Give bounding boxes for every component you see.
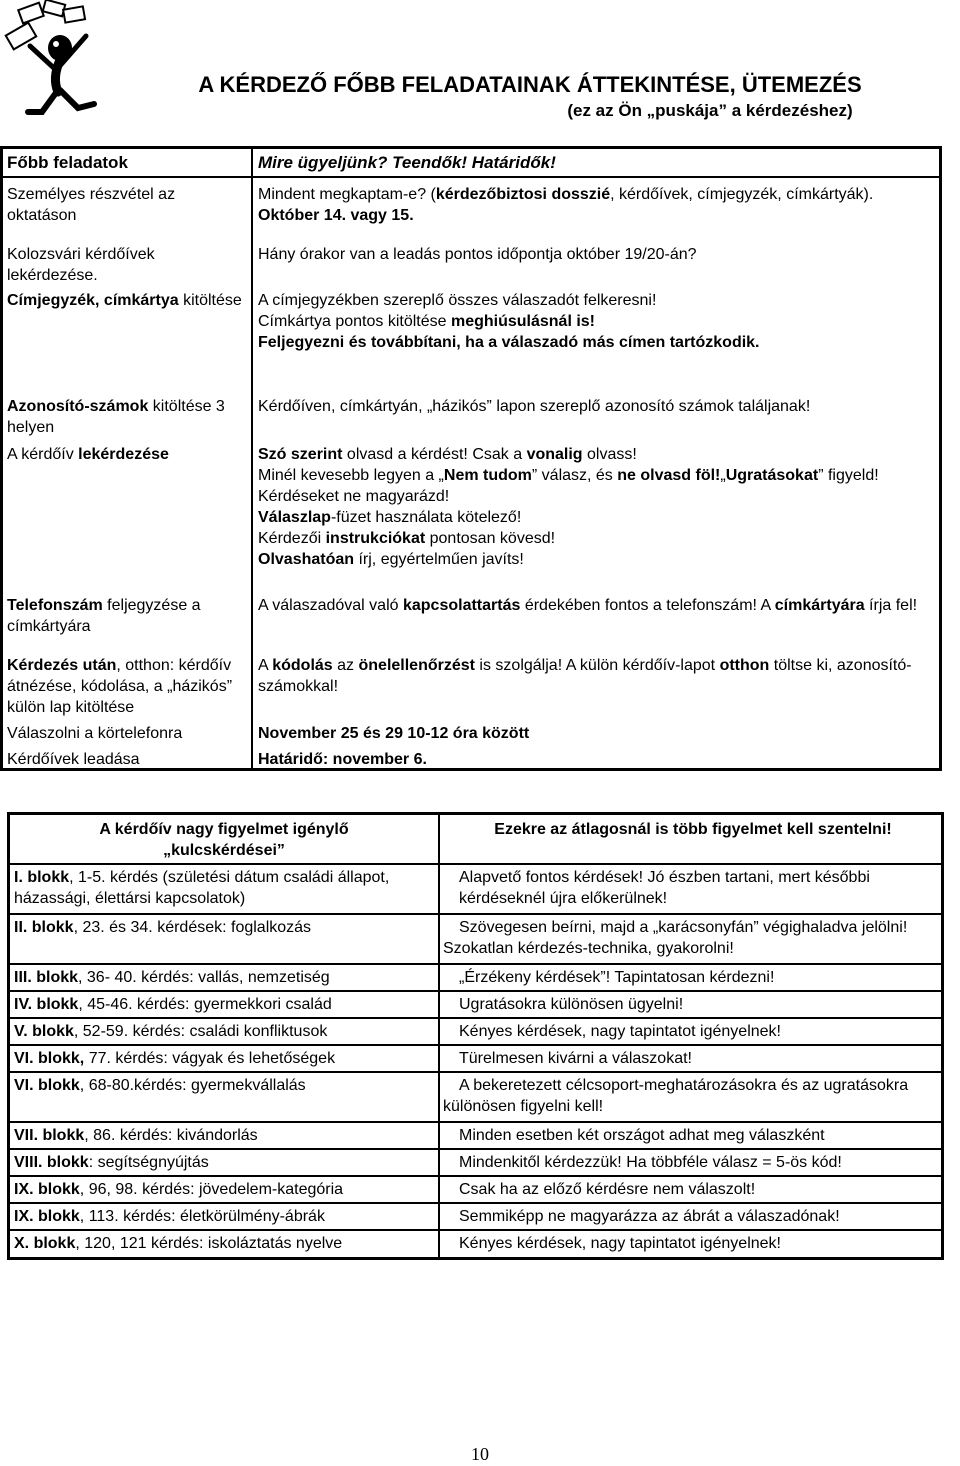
block-cell: VIII. blokk: segítségnyújtás — [14, 1154, 209, 1171]
task-cell: Válaszolni a körtelefonra — [7, 725, 183, 742]
attention-cell: Mindenkitől kérdezzük! Ha többféle válasz = 5-ös kód! — [459, 1154, 842, 1171]
block-cell: VI. blokk, 68-80.kérdés: gyermekvállalás — [14, 1077, 306, 1094]
page-subtitle: (ez az Ön „puskája” a kérdezéshez) — [567, 101, 853, 120]
block-cell: IV. blokk, 45-46. kérdés: gyermekkori család — [14, 996, 332, 1013]
col-header-attention: Ezekre az átlagosnál is több figyelmet kell szentelni! — [494, 821, 892, 838]
col-header-tasks: Főbb feladatok — [7, 153, 128, 172]
attention-cell: Türelmesen kivárni a válaszokat! — [459, 1050, 692, 1067]
attention-cell: Kényes kérdések, nagy tapintatot igényelnek! — [459, 1235, 781, 1252]
note-cell: Határidő: november 6. — [258, 751, 427, 768]
block-cell: I. blokk, 1-5. kérdés (születési dátum családi állapot, házassági, élettársi kapcsolatok) — [14, 869, 390, 907]
task-cell: Személyes részvétel az oktatáson — [7, 186, 176, 224]
key-questions-table — [7, 812, 944, 1260]
attention-cell: Szövegesen beírni, majd a „karácsonyfán” végighaladva jelölni! Szokatlan kérdezés-technika, gyakorolni! — [443, 919, 908, 957]
attention-cell: Semmiképp ne magyarázza az ábrát a válaszadónak! — [459, 1208, 840, 1225]
block-cell: X. blokk, 120, 121 kérdés: iskoláztatás nyelve — [14, 1235, 343, 1252]
attention-cell: Csak ha az előző kérdésre nem válaszolt! — [459, 1181, 756, 1198]
task-cell: A kérdőív lekérdezése — [7, 446, 169, 463]
note-cell: A kódolás az önelellenőrzést is szolgálja! A külön kérdőív-lapot otthon töltse ki, azonosító-számokkal! — [258, 657, 912, 695]
block-cell: II. blokk, 23. és 34. kérdések: foglalkozás — [14, 919, 312, 936]
task-cell: Címjegyzék, címkártya kitöltése — [7, 292, 242, 309]
col-header-key-questions: A kérdőív nagy figyelmet igénylő „kulcskérdései” — [99, 821, 349, 859]
note-cell: November 25 és 29 10-12 óra között — [258, 725, 530, 742]
block-cell: III. blokk, 36- 40. kérdés: vallás, nemzetiség — [14, 969, 330, 986]
attention-cell: „Érzékeny kérdések”! Tapintatosan kérdezni! — [459, 969, 775, 986]
task-cell: Kérdőívek leadása — [7, 751, 140, 768]
note-cell: Mindent megkaptam-e? (kérdezőbiztosi dosszié, kérdőívek, címjegyzék, címkártyák). Október 14. vagy 15. — [258, 186, 874, 224]
block-cell: V. blokk, 52-59. kérdés: családi konfliktusok — [14, 1023, 328, 1040]
tasks-table — [0, 146, 942, 771]
attention-cell: Minden esetben két országot adhat meg válaszként — [459, 1127, 825, 1144]
attention-cell: Ugratásokra különösen ügyelni! — [459, 996, 684, 1013]
block-cell: VI. blokk, 77. kérdés: vágyak és lehetőségek — [14, 1050, 336, 1067]
note-cell: Kérdőíven, címkártyán, „házikós” lapon szereplő azonosító számok találjanak! — [258, 398, 811, 415]
page-title: A KÉRDEZŐ FŐBB FELADATAINAK ÁTTEKINTÉSE, ÜTEMEZÉS — [198, 72, 862, 97]
block-cell: IX. blokk, 96, 98. kérdés: jövedelem-kategória — [14, 1181, 344, 1198]
mascot-logo-icon — [2, 0, 120, 118]
task-cell: Telefonszám feljegyzése a címkártyára — [7, 597, 201, 635]
note-cell: A címjegyzékben szereplő összes válaszadót felkeresni! Címkártya pontos kitöltése meghiúsulásnál is! Feljegyezni és továbbítani, ha a válaszadó más címen tartózkodik. — [258, 292, 760, 351]
note-cell: A válaszadóval való kapcsolattartás érdekében fontos a telefonszám! A címkártyára írja fel! — [258, 597, 918, 614]
block-cell: IX. blokk, 113. kérdés: életkörülmény-ábrák — [14, 1208, 325, 1225]
attention-cell: Kényes kérdések, nagy tapintatot igényelnek! — [459, 1023, 781, 1040]
page-number: 10 — [471, 1444, 489, 1464]
block-cell: VII. blokk, 86. kérdés: kivándorlás — [14, 1127, 258, 1144]
task-cell: Kérdezés után, otthon: kérdőív átnézése, kódolása, a „házikós” külön lap kitöltése — [7, 657, 233, 716]
attention-cell: A bekeretezett célcsoport-meghatározásokra és az ugratásokra különösen figyelni kell! — [443, 1077, 909, 1115]
task-cell: Kolozsvári kérdőívek lekérdezése. — [7, 246, 155, 284]
task-cell: Azonosító-számok kitöltése 3 helyen — [7, 398, 225, 436]
note-cell: Hány órakor van a leadás pontos időpontja október 19/20-án? — [258, 246, 697, 263]
note-cell: Szó szerint olvasd a kérdést! Csak a vonalig olvass! Minél kevesebb legyen a „Nem tudom” válasz, és ne olvasd föl!„Ugratásokat” figyeld! Kérdéseket ne magyarázd! Válaszlap-füzet használata kötelező! Kérdezői instrukciókat pontosan kövesd! Olvashatóan írj, egyértelműen javíts! — [258, 446, 879, 568]
col-header-notes: Mire ügyeljünk? Teendők! Határidők! — [258, 153, 556, 172]
attention-cell: Alapvető fontos kérdések! Jó észben tartani, mert későbbi kérdéseknél újra előkerülnek! — [459, 869, 870, 907]
